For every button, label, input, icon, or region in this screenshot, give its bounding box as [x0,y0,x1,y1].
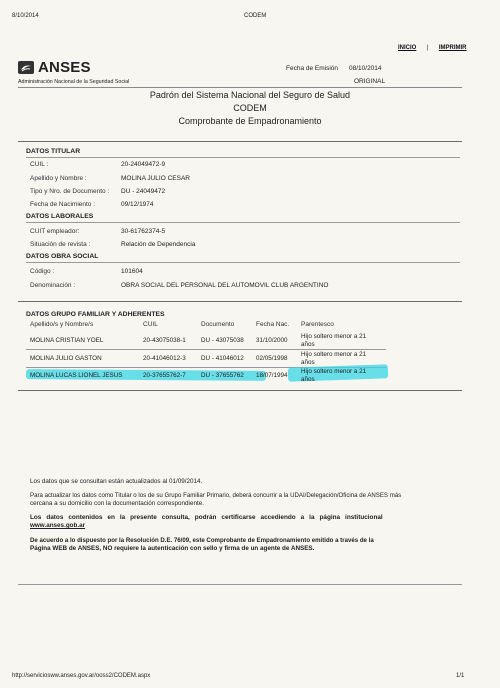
member-fecha: 02/05/1998 [256,355,288,362]
datos-titular-heading: DATOS TITULAR [26,148,81,155]
col-documento-header: Documento [201,321,235,328]
cuit-empleador-label: CUIT empleador: [30,228,80,235]
cuil-value: 20-24049472-9 [121,161,166,168]
laborales-divider [26,222,460,223]
brand-subtitle: Administración Nacional de la Seguridad Social [18,79,130,85]
footer-divider [18,584,462,585]
obra-social-divider [26,262,460,263]
cuit-empleador-value: 30-61762374-5 [121,228,166,235]
member-name: MOLINA JULIO GASTON [30,355,102,362]
note-actualizacion: Los datos que se consultan están actualizados al 01/09/2014. [30,478,203,485]
documento-value: DU - 24049472 [121,188,166,195]
anses-website-link[interactable]: www.anses.gob.ar [30,522,86,529]
member-documento: DU - 43075038 [201,337,244,344]
member-parentesco: Hijo soltero menor a 21 [301,351,367,358]
titular-divider [26,157,460,158]
print-url: http://serviciosww.anses.gov.ar/ooss2/CODEM.aspx [12,673,151,679]
nombre-value: MOLINA JULIO CESAR [121,175,190,182]
imprimir-link[interactable]: IMPRIMIR [438,45,467,51]
note-resolucion-line1: De acuerdo a lo dispuesto por la Resolución D.E. 76/09, este Comprobante de Empadronamiento emitido a través de la [30,537,374,544]
anses-logo [18,59,91,76]
title-codem: CODEM [233,103,267,113]
member-documento: DU - 41046012 [201,355,244,362]
member-name: MOLINA LUCAS LIONEL JESUS [30,372,123,379]
col-cuil-header: CUIL [143,321,158,328]
inicio-link[interactable]: INICIO [398,45,417,51]
nacimiento-value: 09/12/1974 [121,201,154,208]
note-actualizar-line2: cercana a su domicilio con la documentación correspondiente. [30,500,204,507]
col-parentesco-header: Parentesco [301,321,334,328]
section-divider-top [18,141,462,142]
col-nombre-header: Apellido/s y Nombre/s [30,321,94,328]
datos-obra-social-heading: DATOS OBRA SOCIAL [26,253,99,260]
member-fecha: 31/10/2000 [256,337,288,344]
codigo-value: 101604 [121,268,143,275]
header-divider [18,87,462,88]
row-divider [26,349,386,350]
situacion-label: Situación de revista : [30,241,91,248]
brand-name: ANSES [38,59,91,76]
member-parentesco-cont: años [301,359,315,366]
title-padron: Padrón del Sistema Nacional del Seguro de Salud [149,90,351,100]
fecha-emision-value: 08/10/2014 [349,65,382,72]
title-comprobante: Comprobante de Empadronamiento [178,116,322,126]
print-title: CODEM [244,13,267,19]
print-page-number: 1/1 [456,673,465,679]
member-parentesco: Hijo soltero menor a 21 [301,333,367,340]
documento-label: Tipo y Nro. de Documento : [30,188,110,195]
note-actualizar-line1: Para actualizar los datos como Titular o los de su Grupo Familiar Primario, deberá concurrir a la UDAI/Delegación/Oficina de ANSES más [30,492,402,499]
situacion-value: Relación de Dependencia [121,241,196,248]
member-cuil: 20-41046012-3 [143,355,186,362]
member-name: MOLINA CRISTIAN YOEL [30,337,104,344]
member-cuil: 20-43075038-1 [143,337,186,344]
fecha-emision-label: Fecha de Emisión [286,65,339,72]
nacimiento-label: Fecha de Nacimiento : [30,201,96,208]
anses-logo-icon [18,61,34,74]
nombre-label: Apellido y Nombre : [30,175,87,182]
member-parentesco-cont: años [301,376,315,383]
notes-block [30,478,462,553]
member-cuil: 20-37655762-7 [143,372,186,379]
member-documento: DU - 37655762 [201,372,244,379]
cuil-label: CUIL : [30,161,49,168]
grupo-familiar-heading: DATOS GRUPO FAMILIAR Y ADHERENTES [26,311,165,318]
denominacion-label: Denominación : [30,282,76,289]
codigo-label: Código : [30,268,55,275]
col-fecha-header: Fecha Nac. [256,321,290,328]
datos-laborales-heading: DATOS LABORALES [26,213,94,220]
section-divider-mid [18,301,462,302]
note-certificar: Los datos contenidos en la presente consulta, podrán certificarse accediendo a la página institucional [30,514,383,521]
member-parentesco: Hijo soltero menor a 21 [301,368,367,375]
member-parentesco-cont: años [301,341,315,348]
member-fecha: 18/07/1994 [256,372,288,379]
top-nav [398,36,466,54]
print-date: 8/10/2014 [12,13,39,19]
original-label: ORIGINAL [354,78,386,85]
nav-separator: | [426,45,429,51]
section-divider-bottom [18,390,462,391]
note-resolucion-line2: Página WEB de ANSES, NO requiere la autenticación con sello y firma de un agente de ANSES. [30,545,315,552]
denominacion-value: OBRA SOCIAL DEL PERSONAL DEL AUTOMOVIL CLUB ARGENTINO [121,282,329,289]
